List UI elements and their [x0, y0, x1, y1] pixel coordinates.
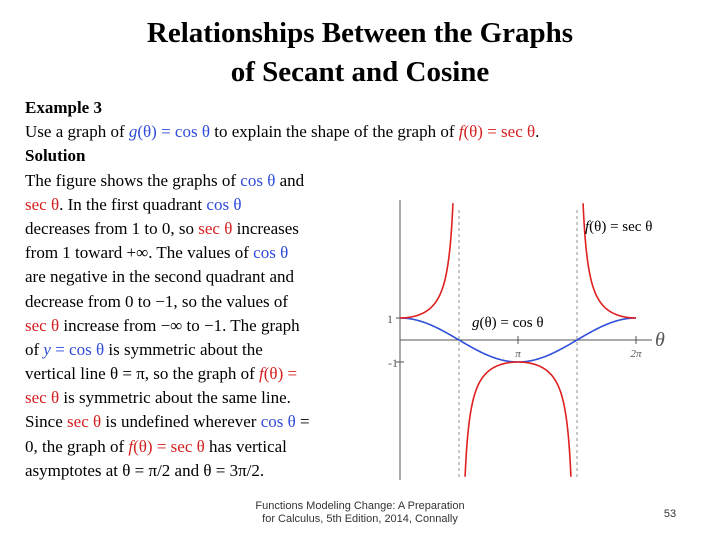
s2-sec: sec θ	[25, 194, 60, 214]
solution-line-3	[25, 217, 675, 241]
s4-a: from 1 toward +∞. The values of	[25, 243, 254, 263]
s8-a: of	[25, 339, 44, 359]
s8-y: y	[43, 339, 51, 359]
s8-cos: = cos θ	[50, 339, 105, 359]
s3-c: increases	[232, 218, 299, 238]
sec-label-rest: (θ) = sec θ	[589, 219, 653, 235]
solution-line-7	[25, 314, 675, 338]
s7-b: increase from −∞ to −1. The graph	[59, 315, 300, 335]
s11-cos: cos θ	[260, 412, 296, 432]
footer-line-1: Functions Modeling Change: A Preparation	[255, 500, 465, 512]
intro-text-c: to explain the shape of the graph of	[209, 122, 459, 142]
solution-line-2	[25, 193, 675, 217]
solution-line-11	[25, 410, 675, 434]
tick-label-pi: π	[515, 348, 521, 360]
s1-a: The figure shows the graphs of	[25, 170, 241, 190]
solution-heading: Solution	[25, 146, 86, 166]
sec-label-f: f	[585, 219, 590, 235]
footer-line-2: for Calculus, 5th Edition, 2014, Connally	[262, 513, 458, 525]
title-line-1: Relationships Between the Graphs	[146, 17, 574, 49]
solution-line-6: decrease from 0 to −1, so the values of	[25, 291, 289, 311]
s11-a: Since	[25, 412, 68, 432]
s7-sec: sec θ	[25, 315, 60, 335]
s10-sec: sec θ	[25, 388, 60, 408]
s12-d: has vertical	[204, 436, 287, 456]
solution-line-5: are negative in the second quadrant and	[25, 267, 295, 287]
solution-line-10	[25, 386, 675, 410]
title-line-2: of Secant and Cosine	[230, 56, 490, 88]
s11-c: is undefined wherever	[101, 412, 261, 432]
cos-label-rest: (θ) = cos θ	[479, 315, 544, 331]
s8-d: is symmetric about the	[104, 339, 263, 359]
intro-g: g	[128, 122, 138, 142]
slide-body	[25, 96, 675, 483]
intro-f: f	[458, 122, 464, 142]
s3-sec: sec θ	[198, 218, 233, 238]
s12-a: 0, the graph of	[25, 436, 129, 456]
tick-label-2pi: 2π	[630, 348, 642, 360]
s9-f: f	[259, 364, 264, 384]
s2-cos: cos θ	[206, 194, 242, 214]
s1-c: and	[275, 170, 305, 190]
s12-sec: (θ) = sec θ	[133, 436, 205, 456]
intro-period: .	[535, 122, 540, 142]
example-question	[25, 120, 675, 144]
intro-text-a: Use a graph of	[25, 122, 129, 142]
s9-a: vertical line θ = π, so the graph of	[25, 364, 260, 384]
s4-cos: cos θ	[253, 243, 289, 263]
cos-label-g: g	[472, 315, 480, 331]
intro-f-def: (θ) = sec θ	[463, 122, 536, 142]
intro-g-def: (θ) = cos θ	[137, 122, 210, 142]
s1-cos: cos θ	[240, 170, 276, 190]
solution-line-8	[25, 338, 675, 362]
example-heading: Example 3	[25, 98, 102, 117]
page-number: 53	[663, 508, 677, 520]
footer-citation	[240, 500, 480, 526]
solution-line-9	[25, 362, 675, 386]
solution-line-1	[25, 169, 675, 193]
s12-f: f	[128, 436, 134, 456]
s9-c: (θ) =	[263, 364, 298, 384]
tick-label-1: 1	[387, 312, 393, 326]
solution-line-4	[25, 241, 675, 265]
s3-a: decreases from 1 to 0, so	[25, 218, 199, 238]
axis-label-theta: θ	[655, 329, 665, 351]
tick-label-neg1: -1	[388, 356, 398, 370]
solution-line-12	[25, 435, 675, 459]
s10-b: is symmetric about the same line.	[59, 388, 291, 408]
solution-line-13: asymptotes at θ = π/2 and θ = 3π/2.	[25, 460, 265, 480]
s11-sec: sec θ	[67, 412, 102, 432]
s2-b: . In the first quadrant	[59, 194, 207, 214]
s11-e: =	[295, 412, 310, 432]
